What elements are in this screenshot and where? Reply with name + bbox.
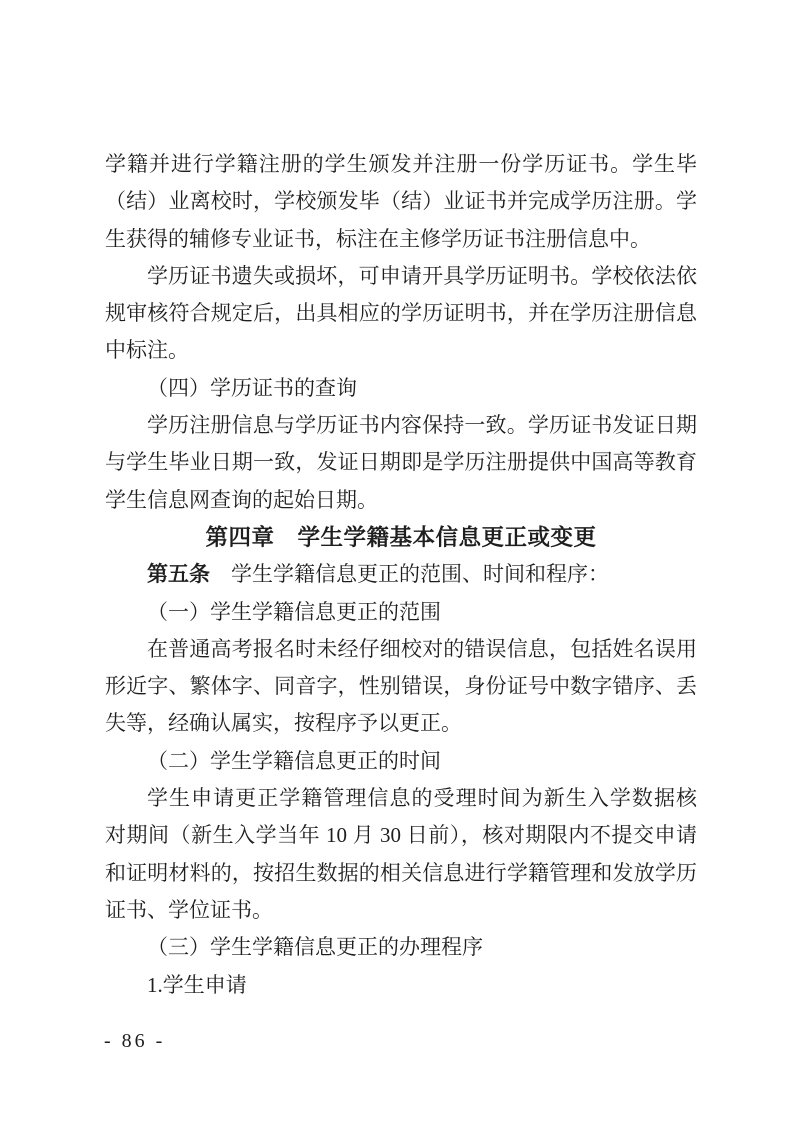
text-line xyxy=(105,556,697,593)
text-line: （结）业离校时，学校颁发毕（结）业证书并完成学历注册。学 xyxy=(105,189,697,214)
text-line: 中标注。 xyxy=(105,338,189,363)
text-line: 失等，经确认属实，按程序予以更正。 xyxy=(105,711,462,736)
text-line: 学历证书遗失或损坏，可申请开具学历证明书。学校依法依 xyxy=(147,263,697,288)
text-line: （二）学生学籍信息更正的时间 xyxy=(147,748,441,773)
text-line: 生获得的辅修专业证书，标注在主修学历证书注册信息中。 xyxy=(105,226,651,251)
text-line: 对期间（新生入学当年 10 月 30 日前），核对期限内不提交申请 xyxy=(105,823,697,848)
text-segment: 学生学籍信息更正的范围、时间和程序： xyxy=(210,562,609,587)
text-line: 学历注册信息与学历证书内容保持一致。学历证书发证日期 xyxy=(147,413,697,438)
text-line: 1.学生申请 xyxy=(147,972,247,997)
chapter-heading: 第四章 学生学籍基本信息更正或变更 xyxy=(205,524,597,550)
text-line: 规审核符合规定后，出具相应的学历证明书，并在学历注册信息 xyxy=(105,301,697,326)
text-line: 形近字、繁体字、同音字，性别错误，身份证号中数字错序、丢 xyxy=(105,674,697,699)
text-line: （一）学生学籍信息更正的范围 xyxy=(147,599,441,624)
text-line: 学生申请更正学籍管理信息的受理时间为新生入学数据核 xyxy=(147,786,697,811)
text-line: 与学生毕业日期一致，发证日期即是学历注册提供中国高等教育 xyxy=(105,450,697,475)
article-number: 第五条 xyxy=(147,562,210,587)
document-body xyxy=(105,146,697,1004)
text-line: 和证明材料的，按招生数据的相关信息进行学籍管理和发放学历 xyxy=(105,860,697,885)
page-number: - 86 - xyxy=(104,1030,166,1052)
text-line: 学籍并进行学籍注册的学生颁发并注册一份学历证书。学生毕 xyxy=(105,152,697,176)
text-line: 证书、学位证书。 xyxy=(105,897,273,922)
text-line: （三）学生学籍信息更正的办理程序 xyxy=(147,935,483,960)
text-line: 学生信息网查询的起始日期。 xyxy=(105,487,378,512)
text-line: （四）学历证书的查询 xyxy=(147,375,357,400)
text-line: 在普通高考报名时未经仔细校对的错误信息，包括姓名误用 xyxy=(147,636,697,661)
